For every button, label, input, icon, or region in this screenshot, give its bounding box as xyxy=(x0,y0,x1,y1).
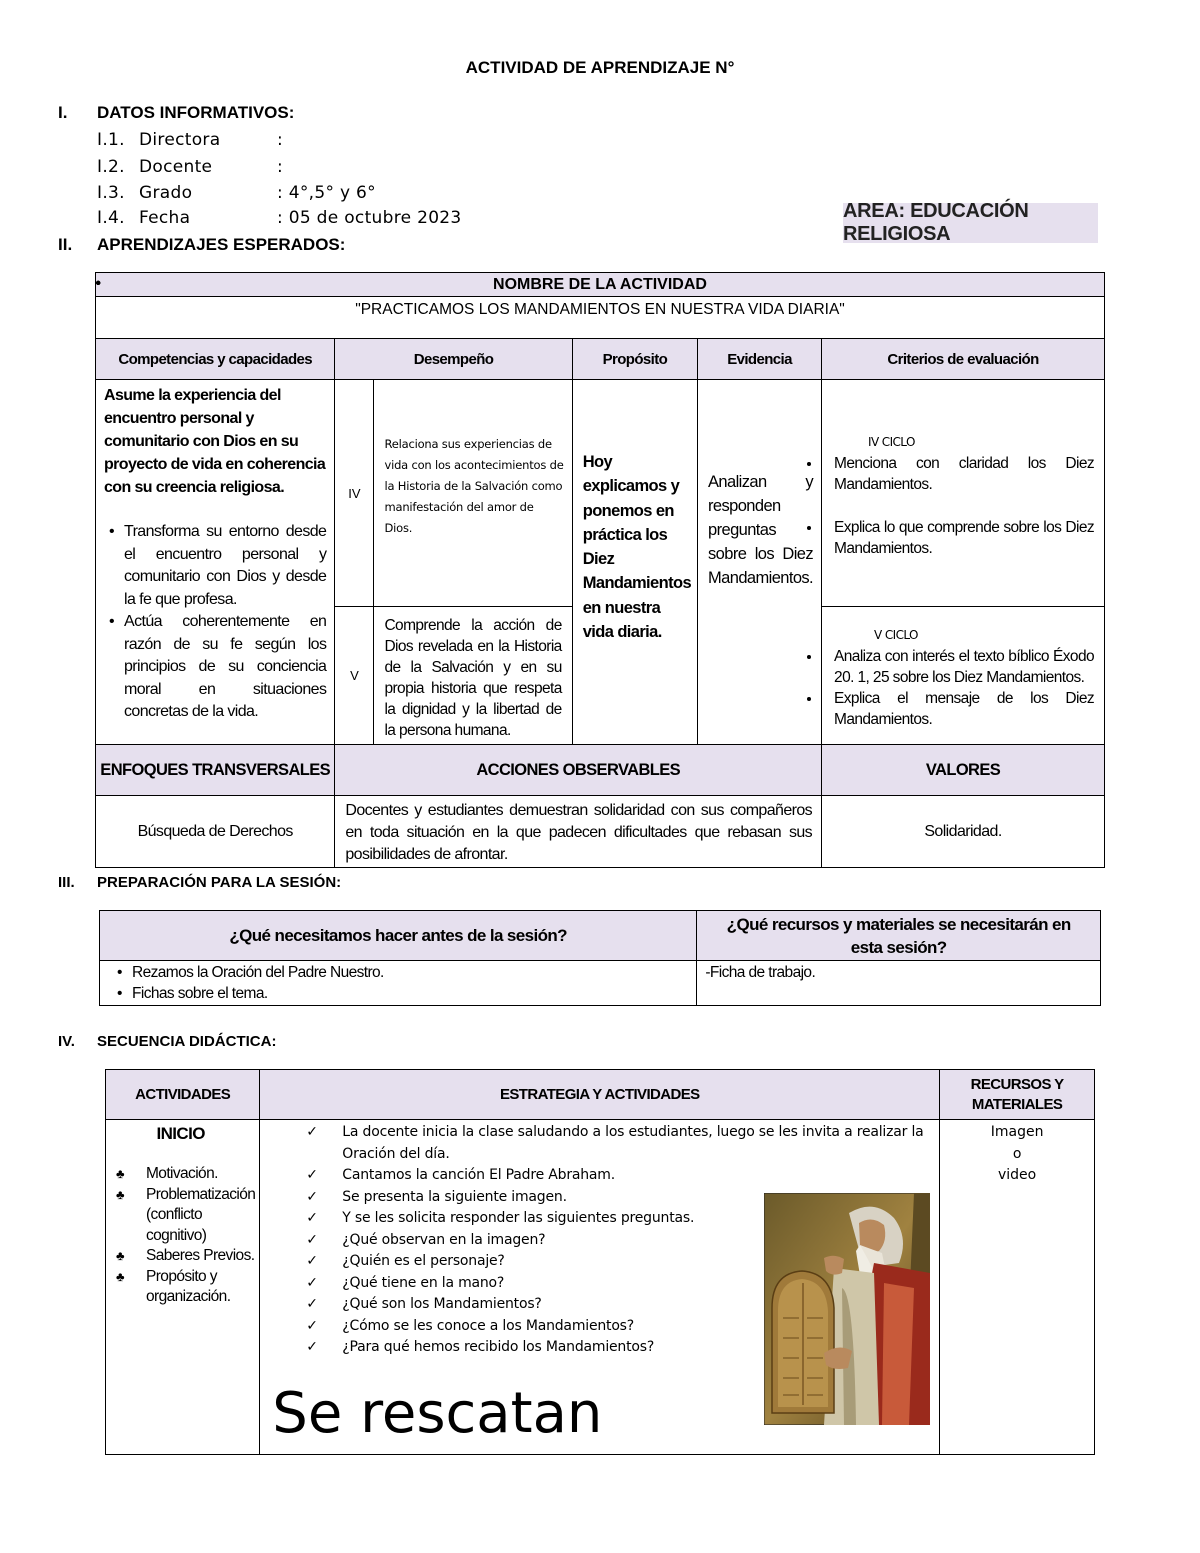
estrategia-cell xyxy=(260,1120,940,1455)
area-badge: AREA: EDUCACIÓN RELIGIOSA xyxy=(843,203,1098,243)
header-antes-sesion: ¿Qué necesitamos hacer antes de la sesión? xyxy=(100,911,697,961)
proposito-cell: Hoy explicamos y ponemos en práctica los Diez Mandamientos en nuestra vida diaria. xyxy=(572,380,697,745)
dato-number: I.1. xyxy=(97,130,125,150)
estrategia-item: ✓ ¿Qué son los Mandamientos? xyxy=(260,1294,931,1316)
dato-value: : xyxy=(277,157,284,177)
dato-number: I.3. xyxy=(97,183,125,203)
estrategia-item: ✓ ¿Cómo se les conoce a los Mandamientos? xyxy=(260,1316,931,1338)
recurso-item: Imagen xyxy=(990,1124,1044,1140)
moses-illustration xyxy=(764,1193,930,1425)
momento-item: ♣ Problematización (conflicto cognitivo) xyxy=(106,1185,255,1247)
section-number-3: III. xyxy=(58,874,75,891)
evidencia-cell: Analizan y responden preguntas sobre los Diez Mandamientos. xyxy=(698,380,822,745)
overlay-text: Se rescatan xyxy=(272,1381,603,1446)
secuencia-table xyxy=(105,1069,1095,1455)
section-number-4: IV. xyxy=(58,1033,75,1050)
criterios-iv-cell xyxy=(822,380,1105,607)
dato-value: : 4°,5° y 6° xyxy=(277,183,376,203)
dato-row-docente xyxy=(97,157,284,177)
recursos-cell xyxy=(940,1120,1095,1455)
header-evidencia: Evidencia xyxy=(698,339,822,380)
criterios-iv-title: IV CICLO xyxy=(868,435,915,449)
dato-value: : 05 de octubre 2023 xyxy=(277,208,462,228)
desempeno-iv: Relaciona sus experiencias de vida con los acontecimientos de la Historia de la Salvación como manifestación del amor de Dios. xyxy=(374,380,572,607)
estrategia-item: ✓ ¿Qué tiene en la mano? xyxy=(260,1273,931,1295)
recurso-item: video xyxy=(997,1167,1037,1183)
estrategia-item: ✓ ¿Qué observan en la imagen? xyxy=(260,1230,931,1252)
estrategia-item: ✓ Se presenta la siguiente imagen. xyxy=(260,1187,931,1209)
recursos-preparacion: -Ficha de trabajo. xyxy=(697,961,1101,1006)
antes-list xyxy=(112,962,690,1004)
dato-row-grado xyxy=(97,183,376,203)
criterio-item: • • Explica lo que comprende sobre los Diez Mandamientos. xyxy=(822,517,1094,559)
moses-image xyxy=(764,1193,930,1425)
recurso-item: o xyxy=(1012,1145,1022,1162)
dato-number: I.4. xyxy=(97,208,125,228)
estrategia-item: ✓ Y se les solicita responder las siguientes preguntas. xyxy=(260,1208,931,1230)
momentos-list xyxy=(106,1164,255,1308)
competencia-text: Asume la experiencia del encuentro personal y comunitario con Dios en su proyecto de vida en coherencia con su creencia religiosa. xyxy=(104,387,326,496)
dato-label: Fecha xyxy=(139,208,191,228)
ciclo-v-label: V xyxy=(335,607,374,745)
document-title: ACTIVIDAD DE APRENDIZAJE N° xyxy=(465,58,735,77)
header-enfoques: ENFOQUES TRANSVERSALES xyxy=(96,745,335,796)
header-proposito: Propósito xyxy=(572,339,697,380)
criterios-iv-list xyxy=(822,453,1094,559)
header-competencias: Competencias y capacidades xyxy=(96,339,335,380)
momento-item: ♣ Propósito y organización. xyxy=(106,1267,255,1308)
momento-item: ♣ Motivación. xyxy=(106,1164,255,1185)
dato-label: Directora xyxy=(139,130,221,150)
activity-name-header: NOMBRE DE LA ACTIVIDAD xyxy=(96,273,1105,297)
criterio-item: • • Analiza con interés el texto bíblico Éxodo 20. 1, 25 sobre los Diez Mandamientos. xyxy=(822,646,1094,688)
activity-name: "PRACTICAMOS LOS MANDAMIENTOS EN NUESTRA VIDA DIARIA" xyxy=(96,297,1105,339)
capacidades-list xyxy=(104,521,326,724)
header-acciones: ACCIONES OBSERVABLES xyxy=(335,745,822,796)
capacidad-item: • Transforma su entorno desde el encuentro personal y comunitario con Dios y desde la fe que profesa. xyxy=(104,521,326,611)
accion-value: Docentes y estudiantes demuestran solidaridad con sus compañeros en toda situación en la que padecen dificultades que rebasan sus posibilidades de afrontar. xyxy=(335,796,822,868)
criterio-item: • • Menciona con claridad los Diez Mandamientos. xyxy=(822,453,1094,495)
antes-item: • Rezamos la Oración del Padre Nuestro. xyxy=(112,962,690,983)
estrategia-item: ✓ Cantamos la canción El Padre Abraham. xyxy=(260,1165,931,1187)
section-title-datos: DATOS INFORMATIVOS: xyxy=(97,103,295,122)
dato-label: Grado xyxy=(139,183,193,203)
actividades-cell xyxy=(106,1120,260,1455)
header-estrategia: ESTRATEGIA Y ACTIVIDADES xyxy=(260,1070,940,1120)
criterios-v-list xyxy=(822,646,1094,730)
dato-row-directora xyxy=(97,130,284,150)
section-number-2: II. xyxy=(58,235,73,254)
section-title-secuencia: SECUENCIA DIDÁCTICA: xyxy=(97,1033,277,1050)
enfoque-value: Búsqueda de Derechos xyxy=(96,796,335,868)
dato-label: Docente xyxy=(139,157,213,177)
header-recursos-sesion: ¿Qué recursos y materiales se necesitarán en esta sesión? xyxy=(697,911,1101,961)
aprendizajes-table xyxy=(95,272,1105,868)
estrategia-item: ✓ ¿Quién es el personaje? xyxy=(260,1251,931,1273)
preparacion-table xyxy=(99,910,1101,1006)
capacidad-item: • Actúa coherentemente en razón de su fe según los principios de su conciencia moral en situaciones concretas de la vida. xyxy=(104,611,326,724)
momento-item: ♣ Saberes Previos. xyxy=(106,1246,255,1267)
section-title-aprendizajes: APRENDIZAJES ESPERADOS: xyxy=(97,235,346,254)
header-actividades: ACTIVIDADES xyxy=(106,1070,260,1120)
estrategia-item: ✓ La docente inicia la clase saludando a los estudiantes, luego se les invita a realizar la Oración del día. xyxy=(260,1122,931,1165)
valor-value: Solidaridad. xyxy=(822,796,1105,868)
desempeno-v: Comprende la acción de Dios revelada en la Historia de la Salvación y en su propia historia que respeta la dignidad y la libertad de la persona humana. xyxy=(374,607,572,745)
header-desempeno: Desempeño xyxy=(335,339,572,380)
section-title-preparacion: PREPARACIÓN PARA LA SESIÓN: xyxy=(97,874,342,891)
section-number-1: I. xyxy=(58,103,68,122)
dato-row-fecha xyxy=(97,208,462,228)
competencias-cell xyxy=(96,380,335,745)
dato-value: : xyxy=(277,130,284,150)
criterios-v-cell xyxy=(822,607,1105,745)
estrategia-item: ✓ ¿Para qué hemos recibido los Mandamientos? xyxy=(260,1337,931,1359)
criterios-v-title: V CICLO xyxy=(874,628,918,642)
ciclo-iv-label: IV xyxy=(335,380,374,607)
criterio-item: • • Explica el mensaje de los Diez Mandamientos. xyxy=(822,688,1094,730)
antes-item: • Fichas sobre el tema. xyxy=(112,983,690,1004)
header-valores: VALORES xyxy=(822,745,1105,796)
dato-number: I.2. xyxy=(97,157,125,177)
antes-cell xyxy=(100,961,697,1006)
inicio-label: INICIO xyxy=(156,1124,205,1143)
header-criterios: Criterios de evaluación xyxy=(822,339,1105,380)
header-recursos: RECURSOS Y MATERIALES xyxy=(940,1070,1095,1120)
